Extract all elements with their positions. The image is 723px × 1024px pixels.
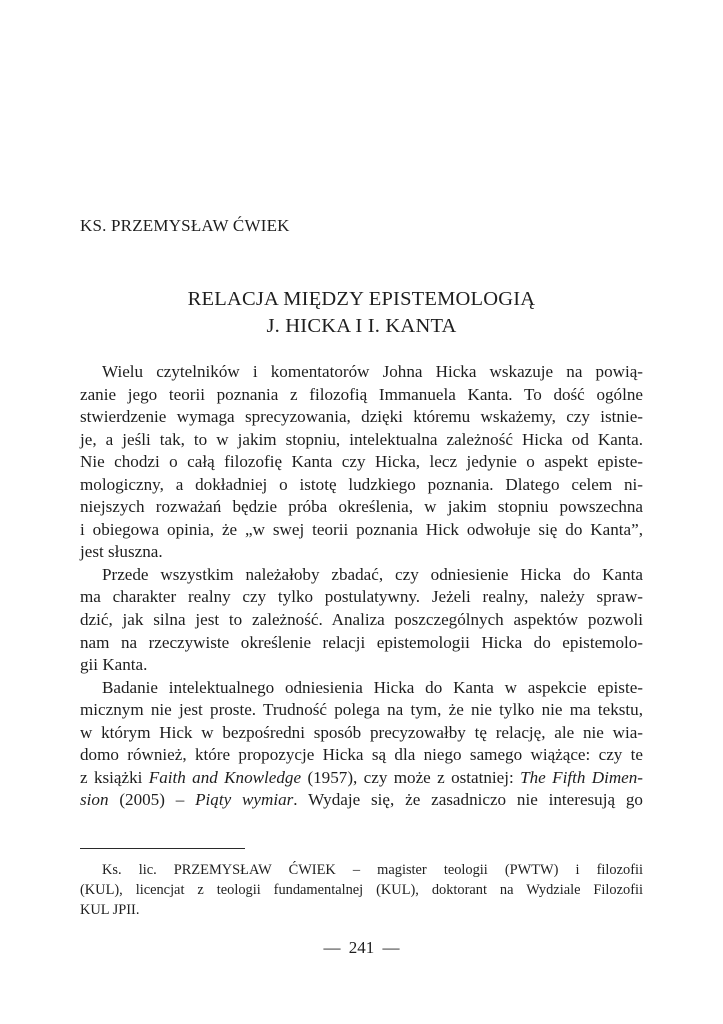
text-line: Badanie intelektualnego odniesienia Hicka do Kanta w aspekcie episte-: [102, 677, 643, 697]
author-name: KS. PRZEMYSŁAW ĆWIEK: [80, 216, 290, 235]
text-line: mologiczny, a dokładniej o istotę ludzkiego poznania. Dlatego celem ni-: [80, 474, 643, 494]
title-line: J. HICKA I I. KANTA: [266, 315, 457, 337]
title-line: RELACJA MIĘDZY EPISTEMOLOGIĄ: [187, 288, 536, 310]
text-line: domo również, które propozycje Hicka są dla niego samego wiążące: czy te: [80, 745, 643, 765]
text-line: stwierdzenie wymaga sprecyzowania, dzięki któremu wskażemy, czy istnie-: [80, 407, 643, 427]
text-run: (1957), czy może z ostatniej:: [301, 767, 521, 787]
page-number: — 241 —: [323, 938, 400, 957]
text-line: micznym nie jest proste. Trudność polega na tym, że nie tylko nie ma tekstu,: [80, 700, 643, 720]
book-title: The Fifth Dimen-: [520, 767, 643, 787]
footnote-line: Ks. lic. PRZEMYSŁAW ĆWIEK – magister teologii (PWTW) i filozofii: [102, 862, 643, 878]
author-footnote: [80, 860, 643, 920]
text-line: [80, 789, 643, 812]
text-line: je, a jeśli tak, to w jakim stopniu, intelektualna zależność Hicka od Kanta.: [80, 429, 643, 449]
text-run: z książki: [80, 767, 149, 787]
text-line: ma charakter realny czy tylko postulatywny. Jeżeli realny, należy spraw-: [80, 587, 643, 607]
text-line: nam na rzeczywiste określenie relacji epistemologii Hicka do epistemolo-: [80, 632, 643, 652]
article-body: [80, 361, 643, 812]
text-line: i obiegowa opinia, że „w swej teorii poznania Hick odwołuje się do Kanta”,: [80, 519, 643, 539]
text-line: jest słuszna.: [80, 542, 163, 562]
footnote-divider: [80, 848, 245, 849]
text-line: Wielu czytelników i komentatorów Johna Hicka wskazuje na powią-: [102, 362, 643, 381]
article-title: [80, 286, 643, 340]
book-title: Piąty wymiar: [195, 790, 294, 810]
footnote-line: KUL JPII.: [80, 902, 140, 918]
text-line: zanie jego teorii poznania z filozofią Immanuela Kanta. To dość ogólne: [80, 384, 643, 404]
text-run: . Wydaje się, że zasadniczo nie interesują go: [293, 790, 643, 810]
footnote-line: (KUL), licencjat z teologii fundamentalnej (KUL), doktorant na Wydziale Filozofii: [80, 882, 643, 898]
text-line: [80, 767, 643, 790]
text-line: Nie chodzi o całą filozofię Kanta czy Hicka, lecz jedynie o aspekt episte-: [80, 452, 643, 472]
text-line: dzić, jak silna jest to zależność. Analiza poszczególnych aspektów pozwoli: [80, 610, 643, 630]
text-run: (2005) –: [108, 790, 196, 810]
book-title: sion: [80, 790, 109, 810]
book-title: Faith and Knowledge: [148, 767, 302, 787]
text-line: Przede wszystkim należałoby zbadać, czy odniesienie Hicka do Kanta: [102, 564, 643, 584]
text-line: niejszych rozważań będzie próba określenia, w jakim stopniu powszechna: [80, 497, 643, 517]
text-line: gii Kanta.: [80, 655, 148, 675]
text-line: w którym Hick w bezpośredni sposób precyzowałby tę relację, ale nie wia-: [80, 722, 643, 742]
